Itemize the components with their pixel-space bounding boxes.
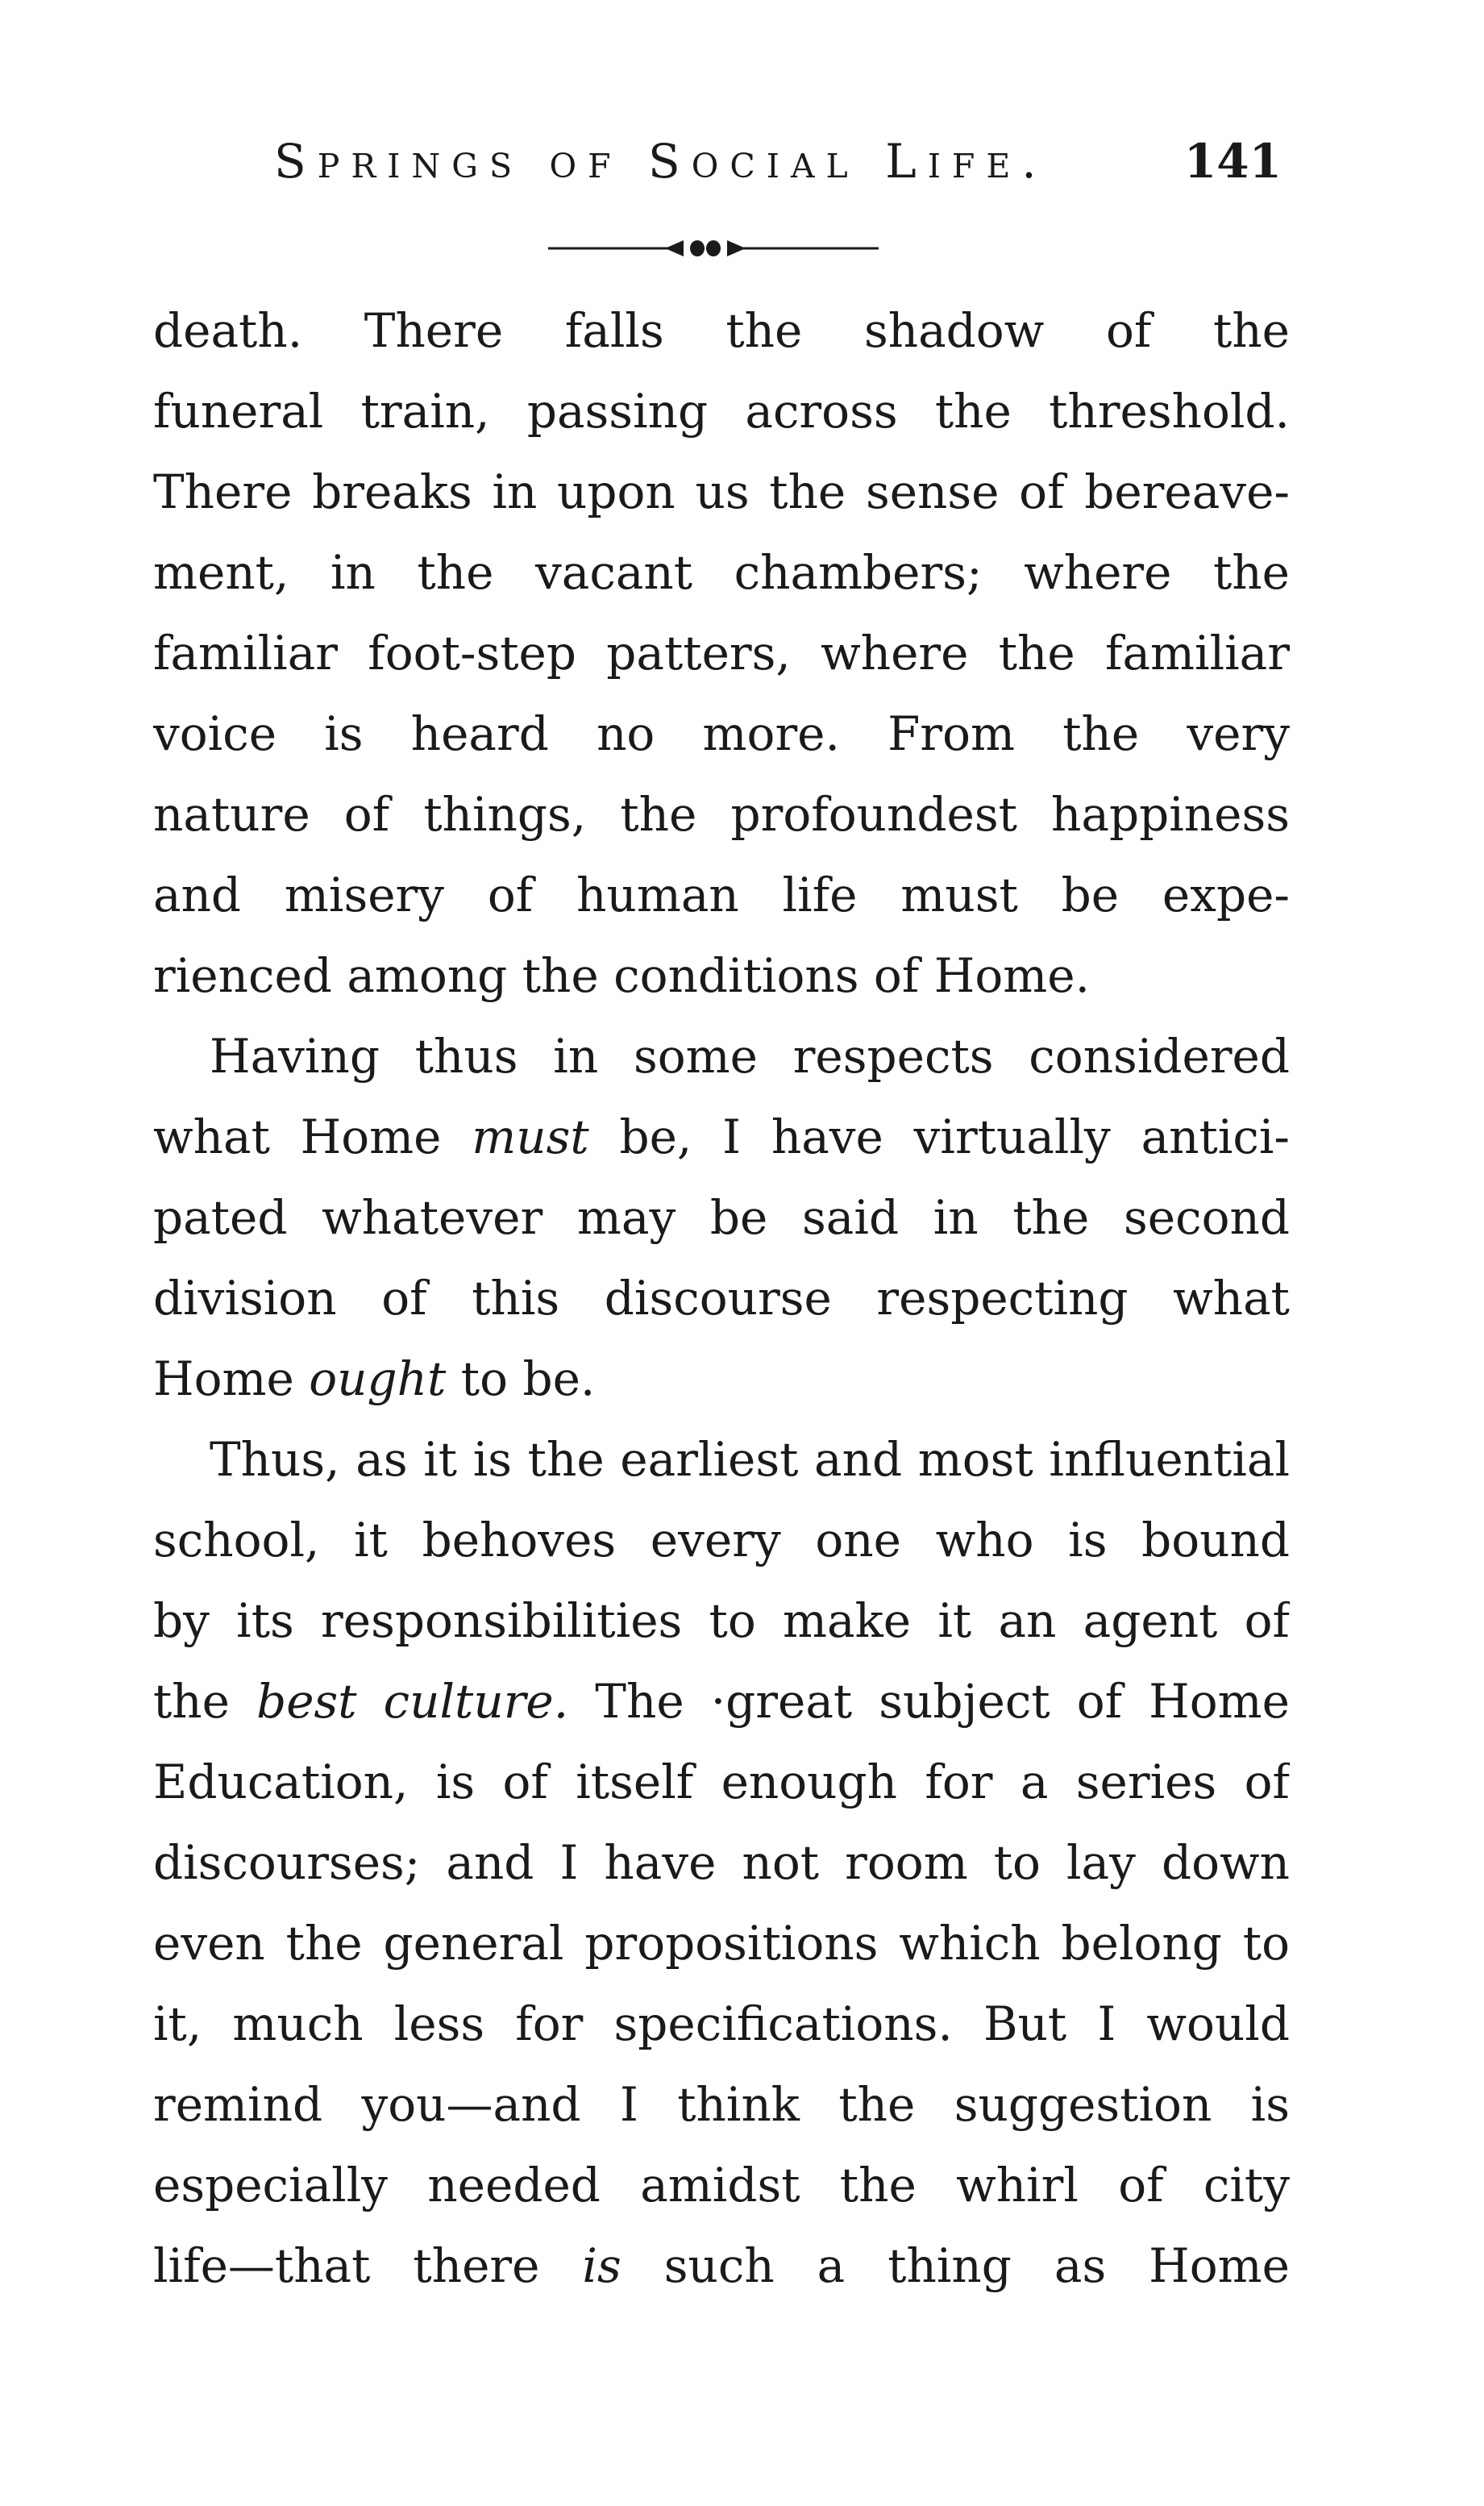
paragraph bbox=[153, 1419, 1290, 2306]
text-line: ment, in the vacant chambers; where the bbox=[153, 545, 1290, 600]
text-line: nature of things, the profoundest happiness bbox=[153, 787, 1290, 842]
text-line: death. There falls the shadow of the bbox=[153, 303, 1290, 358]
italic-emphasis: must bbox=[472, 1109, 589, 1164]
text-line: especially needed amidst the whirl of city bbox=[153, 2158, 1290, 2213]
italic-emphasis: is bbox=[582, 2238, 621, 2293]
text-line: funeral train, passing across the threshold. bbox=[153, 384, 1290, 439]
page-number: 141 bbox=[1183, 134, 1282, 189]
text-line: the best culture. The ·great subject of Home bbox=[153, 1674, 1290, 1729]
text-line: what Home must be, I have virtually antici- bbox=[153, 1109, 1290, 1164]
text-line: voice is heard no more. From the very bbox=[153, 706, 1290, 761]
text-line: Home ought to be. bbox=[153, 1351, 596, 1406]
text-line: pated whatever may be said in the second bbox=[153, 1190, 1290, 1245]
body-text bbox=[153, 290, 1290, 2306]
text-line: discourses; and I have not room to lay down bbox=[153, 1835, 1290, 1890]
paragraph bbox=[153, 1016, 1290, 1419]
text-line: There breaks in upon us the sense of bereave- bbox=[153, 464, 1290, 519]
decorative-rule-icon bbox=[532, 236, 895, 260]
italic-emphasis: ought bbox=[309, 1351, 447, 1406]
text-line: even the general propositions which belong to bbox=[153, 1916, 1290, 1971]
running-head bbox=[242, 121, 1282, 202]
text-line: life—that there is such a thing as Home bbox=[153, 2238, 1290, 2293]
text-line: Having thus in some respects considered bbox=[210, 1029, 1290, 1084]
text-line: school, it behoves every one who is bound bbox=[153, 1513, 1290, 1567]
text-line: Education, is of itself enough for a series of bbox=[153, 1755, 1290, 1809]
text-line: rienced among the conditions of Home. bbox=[153, 948, 1091, 1003]
text-line: remind you—and I think the suggestion is bbox=[153, 2077, 1290, 2132]
text-line: familiar foot-step patters, where the familiar bbox=[153, 626, 1290, 681]
text-line: division of this discourse respecting what bbox=[153, 1271, 1290, 1326]
text-line: it, much less for specifications. But I would bbox=[153, 1996, 1290, 2051]
text-line: and misery of human life must be expe- bbox=[153, 868, 1290, 922]
paragraph bbox=[153, 290, 1290, 1016]
italic-emphasis: best culture. bbox=[256, 1674, 569, 1729]
text-line: Thus, as it is the earliest and most influential bbox=[210, 1432, 1290, 1487]
text-line: by its responsibilities to make it an agent of bbox=[153, 1593, 1290, 1648]
running-title: Springs of Social Life. bbox=[274, 134, 1048, 189]
